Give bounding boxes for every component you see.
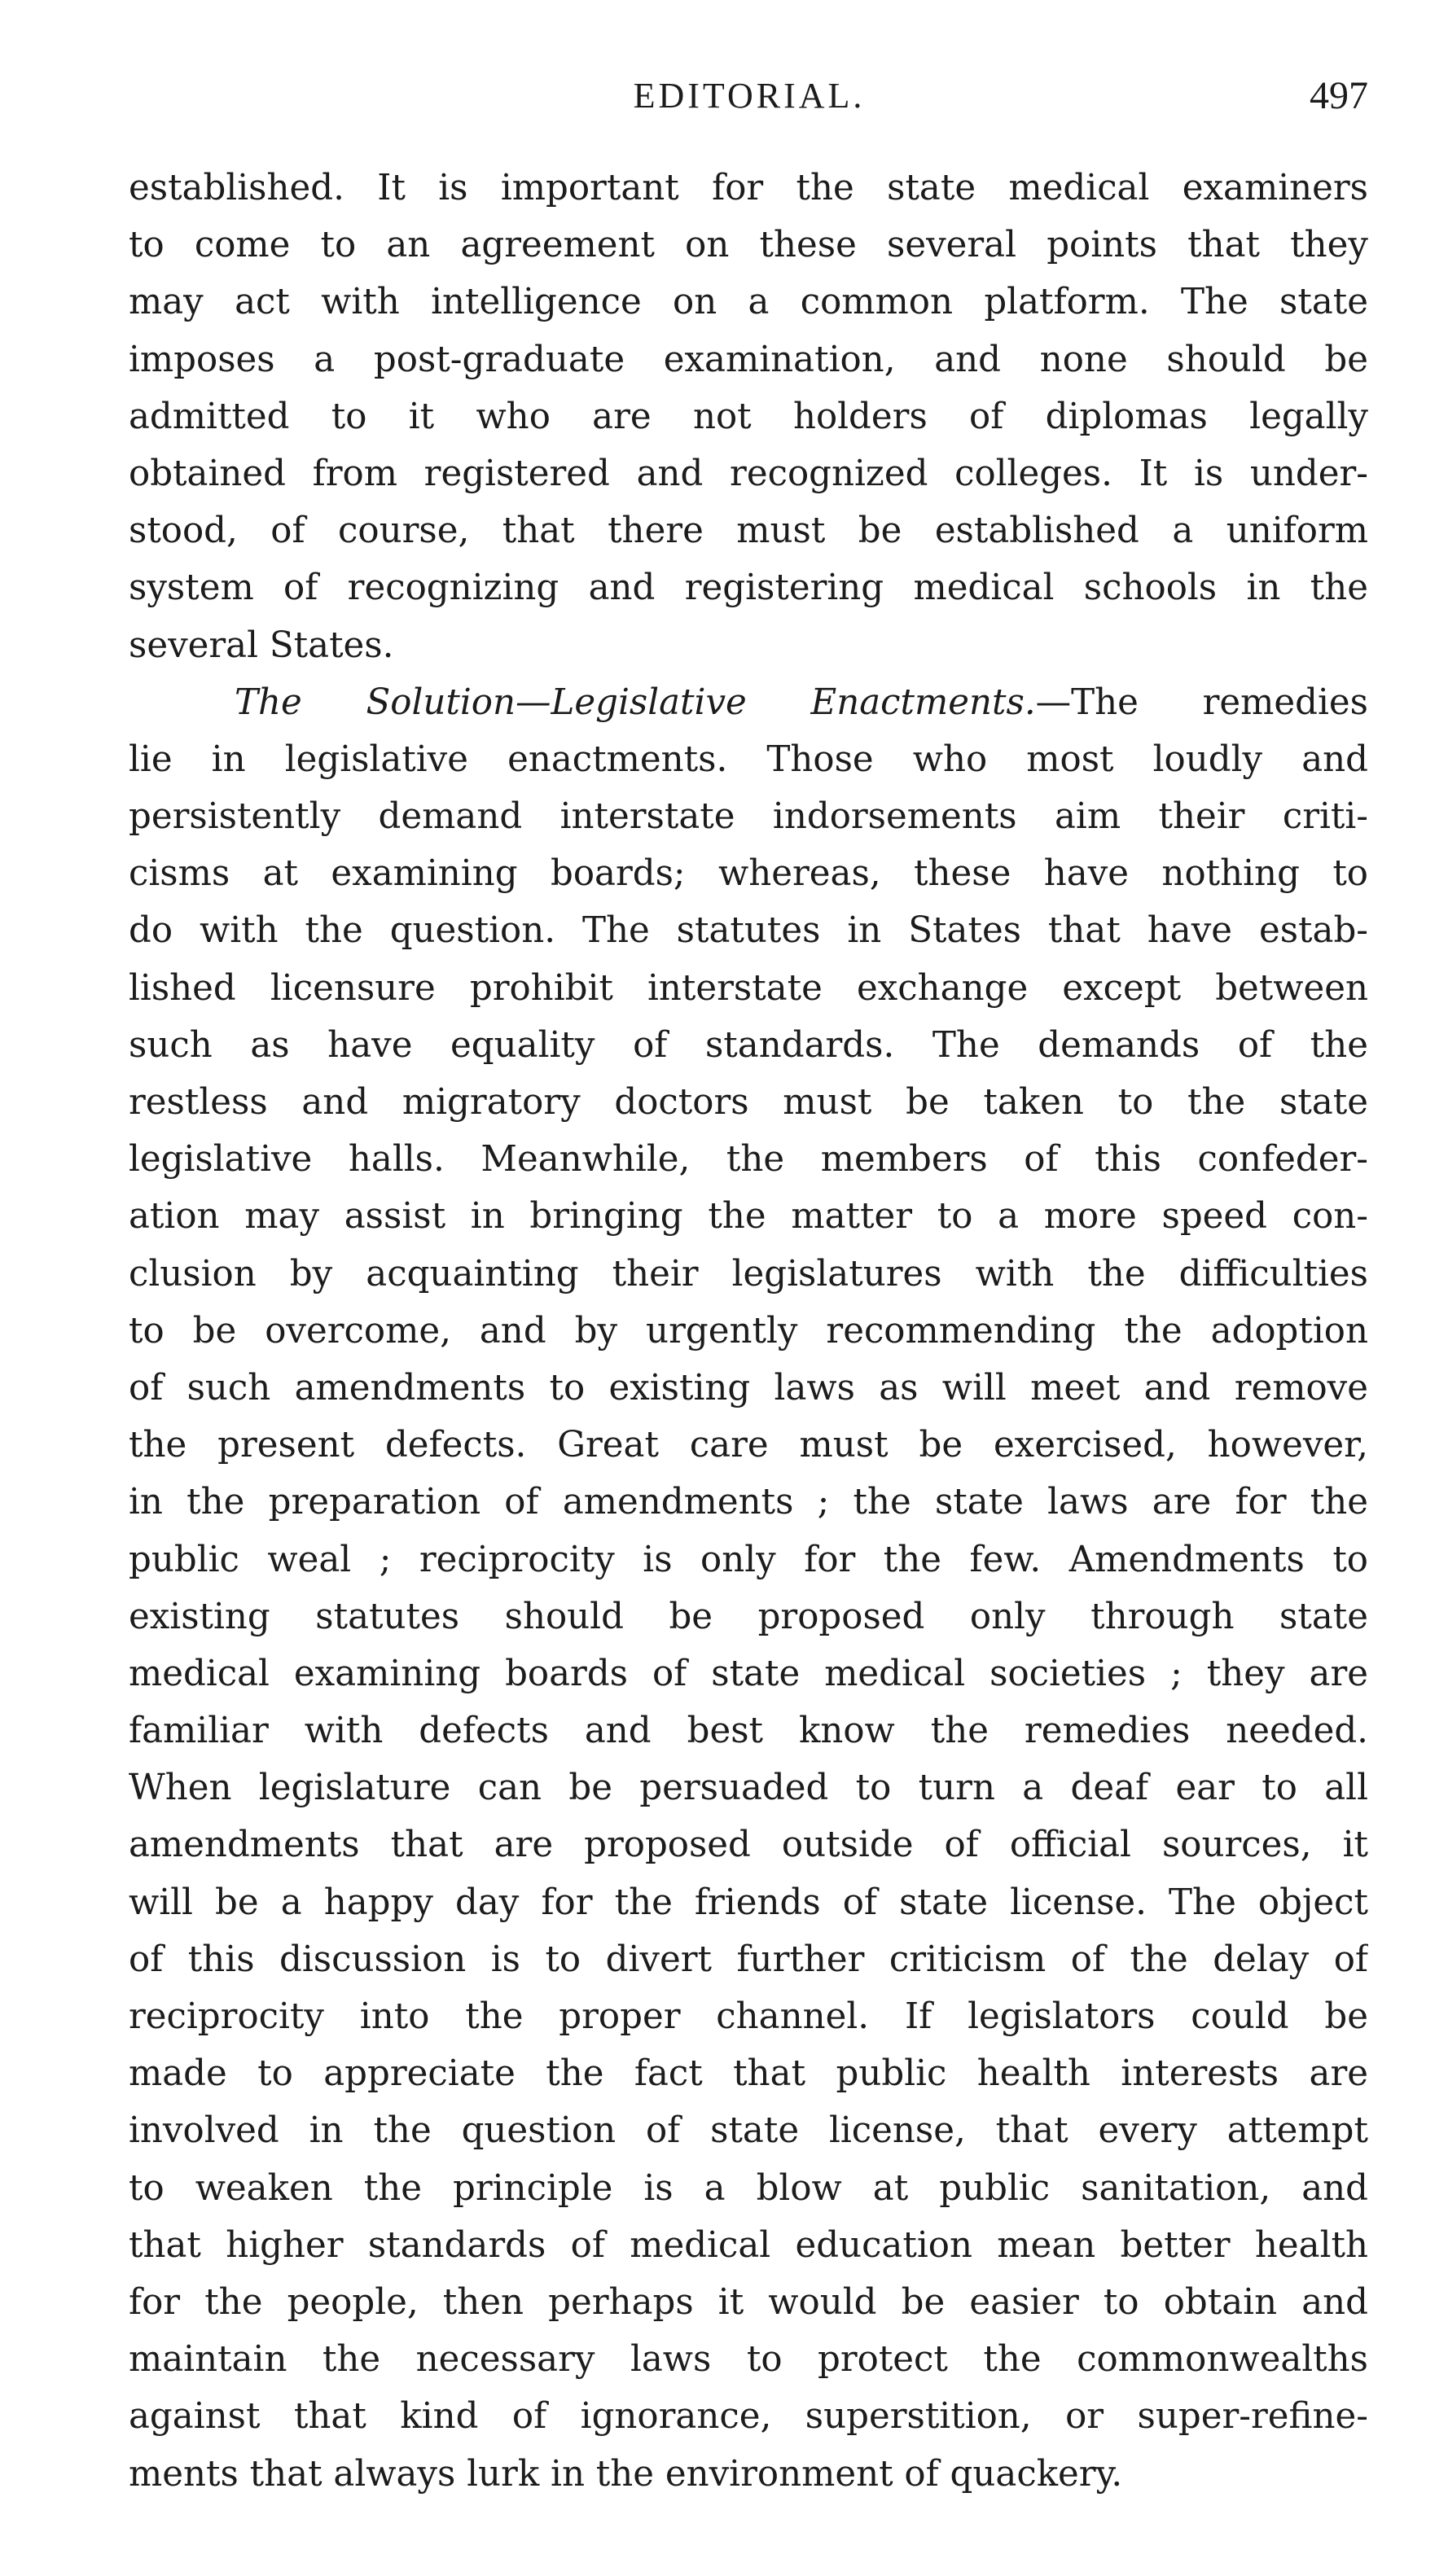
text-line: medical examining boards of state medical societies ; they are — [129, 1653, 1368, 1694]
text-line: admitted to it who are not holders of diplomas legally — [129, 396, 1368, 437]
text-line: stood, of course, that there must be established a uniform — [129, 510, 1368, 552]
text-line: to come to an agreement on these several points that they — [129, 225, 1368, 266]
text-line: for the people, then perhaps it would be easier to obtain and — [129, 2281, 1368, 2323]
text-line: restless and migratory doctors must be taken to the state — [129, 1082, 1368, 1123]
text-line: When legislature can be persuaded to turn a deaf ear to all — [129, 1768, 1368, 1809]
text-line: reciprocity into the proper channel. If legislators could be — [129, 1996, 1368, 2037]
text-line: to weaken the principle is a blow at public sanitation, and — [129, 2167, 1368, 2209]
text-line: to be overcome, and by urgently recommending the adoption — [129, 1310, 1368, 1352]
body-text — [129, 160, 1368, 2503]
text-line: imposes a post-graduate examination, and none should be — [129, 339, 1368, 380]
text-line: in the preparation of amendments ; the state laws are for the — [129, 1482, 1368, 1523]
text-line: clusion by acquainting their legislatures with the difficulties — [129, 1253, 1368, 1295]
running-header — [130, 72, 1368, 129]
text-line: of this discussion is to divert further criticism of the delay of — [129, 1939, 1368, 1980]
text-line: made to appreciate the fact that public health interests are — [129, 2053, 1368, 2095]
text-line: system of recognizing and registering medical schools in the — [129, 567, 1368, 609]
text-line: will be a happy day for the friends of state license. The object — [129, 1882, 1368, 1923]
text-line: involved in the question of state license, that every attempt — [129, 2110, 1368, 2152]
text-line-with-heading — [129, 674, 1368, 731]
text-line: lie in legislative enactments. Those who most loudly and — [129, 738, 1368, 780]
paragraph-1 — [129, 160, 1368, 674]
text-line: lished licensure prohibit interstate exchange except between — [129, 967, 1368, 1009]
text-line: maintain the necessary laws to protect the commonwealths — [129, 2339, 1368, 2381]
paragraph-2 — [129, 674, 1368, 2503]
page-number: 497 — [1310, 74, 1368, 117]
text-line: legislative halls. Meanwhile, the members of this confeder- — [129, 1139, 1368, 1181]
text-line: do with the question. The statutes in States that have estab- — [129, 910, 1368, 952]
running-title: EDITORIAL. — [633, 76, 866, 116]
text-line: amendments that are proposed outside of official sources, it — [129, 1825, 1368, 1866]
text-line: of such amendments to existing laws as will meet and remove — [129, 1367, 1368, 1408]
text-line: such as have equality of standards. The demands of the — [129, 1024, 1368, 1066]
text-line: obtained from registered and recognized colleges. It is under- — [129, 453, 1368, 494]
text-line: that higher standards of medical education mean better health — [129, 2224, 1368, 2266]
text-line: several States. — [129, 624, 394, 666]
text-line: existing statutes should be proposed only through state — [129, 1596, 1368, 1637]
text-line: established. It is important for the state medical examiners — [129, 168, 1368, 208]
text-line: the present defects. Great care must be exercised, however, — [129, 1425, 1368, 1466]
text-line: public weal ; reciprocity is only for the few. Amendments to — [129, 1539, 1368, 1580]
section-heading: The Solution—Legislative Enactments. — [235, 681, 1036, 723]
text-line: may act with intelligence on a common platform. The state — [129, 282, 1368, 323]
text-line: ation may assist in bringing the matter to a more speed con- — [129, 1196, 1368, 1238]
text-line: persistently demand interstate indorsements aim their criti- — [129, 796, 1368, 838]
text-line: cisms at examining boards; whereas, these have nothing to — [129, 853, 1368, 895]
text-line: against that kind of ignorance, superstition, or super-refine- — [129, 2396, 1368, 2438]
text-line-rest: —The remedies — [1035, 681, 1368, 723]
text-line: ments that always lurk in the environment of quackery. — [129, 2453, 1123, 2495]
text-line: familiar with defects and best know the remedies needed. — [129, 1711, 1368, 1752]
